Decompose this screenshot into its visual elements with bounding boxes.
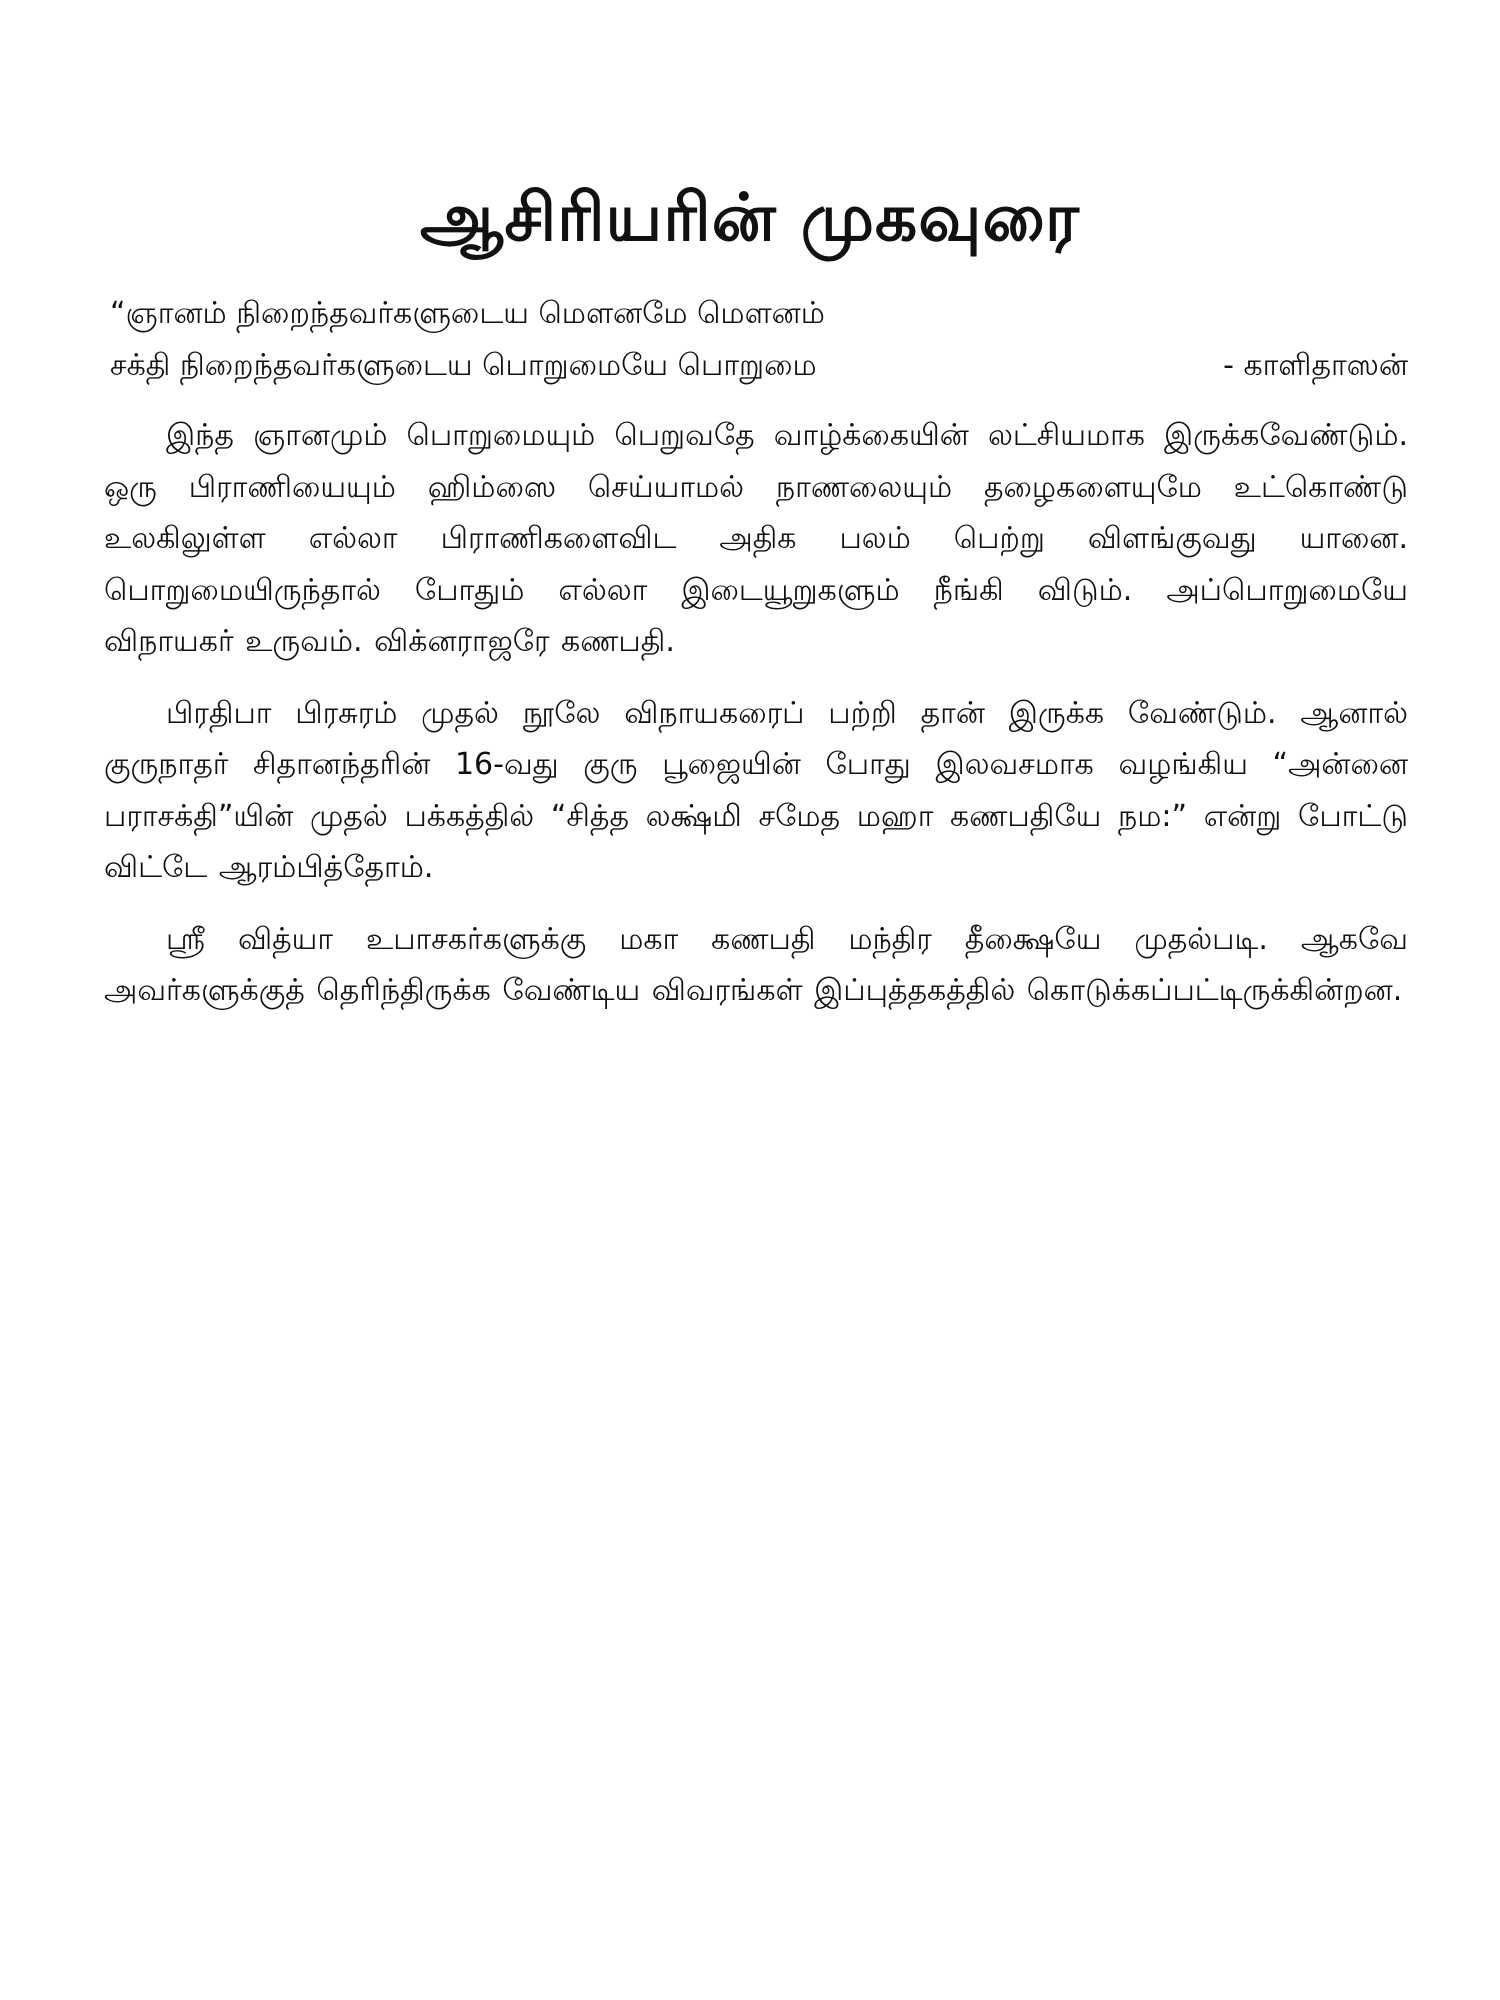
page-title: ஆசிரியரின் முகவுரை (420, 179, 1080, 256)
paragraph-3: ஸ்ரீ வித்யா உபாசகர்களுக்கு மகா கணபதி மந்திர தீக்ஷையே முதல்படி. ஆகவே அவர்களுக்குத் தெரிந்திருக்க வேண்டிய விவரங்கள் இப்புத்தகத்தில் கொடுக்கப்பட்டிருக்கின்றன. (104, 921, 1408, 1008)
epigraph-quote (110, 288, 1408, 392)
preface-body (104, 410, 1408, 1037)
paragraph-1: இந்த ஞானமும் பொறுமையும் பெறுவதே வாழ்க்கையின் லட்சியமாக இருக்கவேண்டும். ஒரு பிராணியையும் ஹிம்ஸை செய்யாமல் நாணலையும் தழைகளையுமே உட்கொண்டு உலகிலுள்ள எல்லா பிராணிகளைவிட அதிக பலம் பெற்று விளங்குவது யானை. பொறுமையிருந்தால் போதும் எல்லா இடையூறுகளும் நீங்கி விடும். அப்பொறுமையே விநாயகர் உருவம். விக்னராஜரே கணபதி. (104, 418, 1408, 659)
epigraph-line-2: சக்தி நிறைந்தவர்களுடைய பொறுமையே பொறுமை (110, 348, 817, 383)
epigraph-row-2 (110, 340, 1408, 392)
epigraph-line-1: “ஞானம் நிறைந்தவர்களுடைய மௌனமே மௌனம் (110, 296, 825, 331)
paragraph-2: பிரதிபா பிரசுரம் முதல் நூலே விநாயகரைப் பற்றி தான் இருக்க வேண்டும். ஆனால் குருநாதர் சிதானந்தரின் 16-வது குரு பூஜையின் போது இலவசமாக வழங்கிய “அன்னை பராசக்தி”யின் முதல் பக்கத்தில் “சித்த லக்ஷ்மி சமேத மஹா கணபதியே நம:” என்று போட்டு விட்டே ஆரம்பித்தோம். (104, 695, 1408, 885)
epigraph-attribution: - காளிதாஸன் (1223, 348, 1408, 383)
